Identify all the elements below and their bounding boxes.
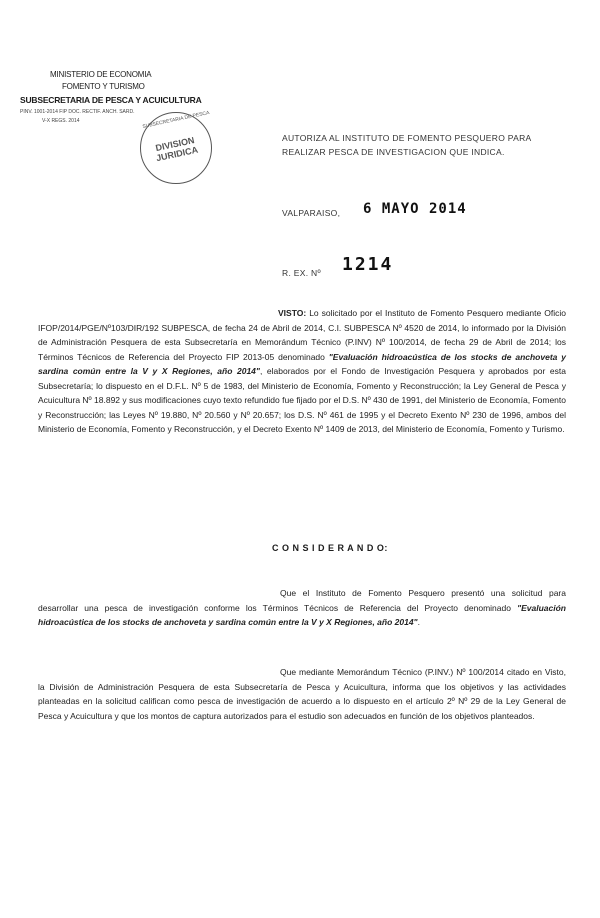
visto-paragraph [38, 306, 566, 437]
subsecretaria-name: SUBSECRETARIA DE PESCA Y ACUICULTURA [20, 95, 202, 105]
juridica-stamp [140, 109, 212, 184]
visto-text-2: , elaborados por el Fondo de Investigación Pesquera y aprobados por esta Subsecretaría; lo dispuesto en el D.F.L. Nº 5 de 1983, del Ministerio de Economía, Fomento y Reconstrucción; la Ley General de Pesca y Acuicultura Nº 18.892 y sus modificaciones cuyo texto refundido fue fijado por el D.S. Nº 430 de 1991, del Ministerio de Economía, Fomento y Reconstrucción; las Leyes Nº 19.880, Nº 20.560 y Nº 20.657; los D.S. Nº 461 de 1995 y el Decreto Exento Nº 230 de 1996, ambos del Ministerio de Economía, Fomento y Reconstrucción, y el Decreto Exento Nº 1409 de 2013, del Ministerio de Economía, Fomento y Turismo. [38, 366, 566, 434]
resolution-number: 1214 [342, 254, 394, 275]
subject-line-1: AUTORIZA AL INSTITUTO DE FOMENTO PESQUERO PARA [282, 133, 532, 143]
stamp-top-text: SUBSECRETARIA DE PESCA [141, 109, 211, 131]
considerando-paragraph-1 [38, 586, 566, 630]
considerando-paragraph-2: Que mediante Memorándum Técnico (P.INV.) Nº 100/2014 citado en Visto, la División de Administración Pesquera de esta Subsecretaría de Pesca y Acuicultura, informa que los objetivos y las actividades planteadas en la solicitud califican como pesca de investigación de acuerdo a lo dispuesto en el artículo 2º Nº 29 de la Ley General de Pesca y Acuicultura y que los montos de captura autorizados para el estudio son adecuados en función de los objetivos planteados. [38, 667, 566, 721]
visto-project-title: "Evaluación hidroacústica de los stocks de anchoveta y sardina común entre la V y X Regiones, año 2014" [38, 351, 566, 376]
considerando-p1-end: . [417, 617, 420, 627]
date-stamp: 6 MAYO 2014 [363, 201, 467, 217]
resolution-label: R. EX. Nº [282, 268, 321, 278]
document-reference: PINV. 1001-2014 FIP DOC. RECTIF. ANCH. SARD. [20, 109, 135, 115]
place-label: VALPARAISO, [282, 208, 341, 218]
document-reference-regions: V-X REGS. 2014 [42, 118, 80, 124]
ministry-name: MINISTERIO DE ECONOMIA [50, 70, 152, 79]
ministry-subtitle: FOMENTO Y TURISMO [62, 82, 145, 91]
stamp-center-text: DIVISION JURIDICA [154, 135, 199, 164]
considerando-heading: C O N S I D E R A N D O: [272, 543, 388, 553]
subject-line-2: REALIZAR PESCA DE INVESTIGACION QUE INDICA. [282, 147, 505, 157]
visto-text-1: Lo solicitado por el Instituto de Fomento Pesquero mediante Oficio IFOP/2014/PGE/Nº103/DIR/192 SUBPESCA, de fecha 24 de Abril de 2014, C.I. SUBPESCA Nº 4520 de 2014, lo informado por la División de Administración Pesquera de esta Subsecretaría en Memorándum Técnico (P.INV) Nº 100/2014, de fecha 29 de Abril de 2014; los Términos Técnicos de Referencia del Proyecto FIP 2013-05 denominado [38, 308, 566, 362]
considerando-p1-project-title: "Evaluación hidroacústica de los stocks de anchoveta y sardina común entre la V y X Regiones, año 2014" [38, 602, 566, 627]
considerando-p1-text: Que el Instituto de Fomento Pesquero presentó una solicitud para desarrollar una pesca de investigación conforme los Términos Técnicos de Referencia del Proyecto denominado [38, 588, 566, 613]
visto-label: VISTO: [278, 308, 307, 318]
